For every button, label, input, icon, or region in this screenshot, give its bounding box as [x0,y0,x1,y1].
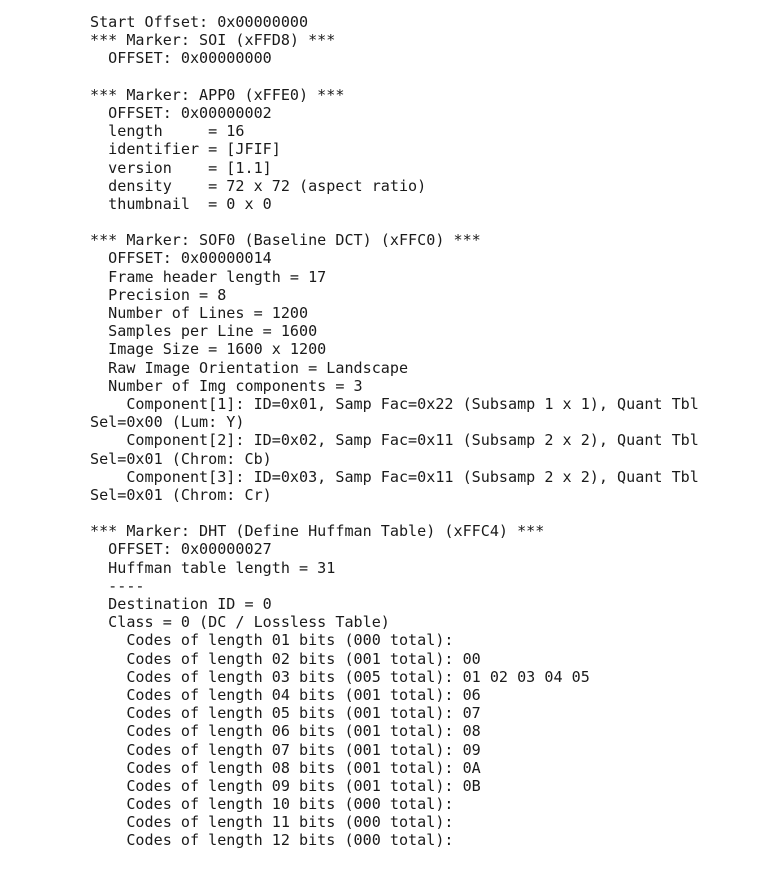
report-line: ---- [90,576,145,595]
report-line: Codes of length 09 bits (001 total): 0B [90,776,481,795]
report-line: *** Marker: APP0 (xFFE0) *** [90,85,345,104]
jpeg-marker-report [90,13,770,850]
report-line [90,213,770,231]
report-line: Start Offset: 0x00000000 [90,13,309,31]
report-line: length = 16 [90,122,245,141]
report-line: Frame header length = 17 [90,267,327,286]
report-line: Codes of length 01 bits (000 total): [90,631,454,650]
report-line: OFFSET: 0x00000014 [90,249,272,268]
report-line: Codes of length 10 bits (000 total): [90,795,454,814]
report-line: Destination ID = 0 [90,595,272,613]
report-line: *** Marker: SOI (xFFD8) *** [90,31,336,50]
report-line [90,68,770,86]
report-line: version = [1.1] [90,158,272,177]
report-line: Class = 0 (DC / Lossless Table) [90,613,390,632]
report-line: Sel=0x01 (Chrom: Cr) [90,485,272,504]
report-line: *** Marker: DHT (Define Huffman Table) (xFFC4) *** [90,522,545,541]
report-line: Codes of length 07 bits (001 total): 09 [90,740,481,759]
report-line: Samples per Line = 1600 [90,322,318,341]
report-line: Component[3]: ID=0x03, Samp Fac=0x11 (Subsamp 2 x 2), Quant Tbl [90,467,699,486]
report-line: Precision = 8 [90,285,227,304]
report-line: Codes of length 11 bits (000 total): [90,813,454,832]
report-line: Codes of length 08 bits (001 total): 0A [90,758,481,777]
report-line: thumbnail = 0 x 0 [90,194,272,213]
report-line: density = 72 x 72 (aspect ratio) [90,176,427,195]
report-line: Codes of length 02 bits (001 total): 00 [90,649,481,668]
report-line: Number of Lines = 1200 [90,304,309,322]
report-line: *** Marker: SOF0 (Baseline DCT) (xFFC0) *** [90,231,481,250]
report-line: Image Size = 1600 x 1200 [90,340,327,359]
report-line: Number of Img components = 3 [90,376,363,395]
report-line: Huffman table length = 31 [90,558,336,577]
report-line: Component[2]: ID=0x02, Samp Fac=0x11 (Subsamp 2 x 2), Quant Tbl [90,431,699,450]
report-line: Codes of length 12 bits (000 total): [90,831,454,850]
report-line: Sel=0x00 (Lum: Y) [90,413,245,432]
report-line: OFFSET: 0x00000000 [90,49,272,68]
report-line: Raw Image Orientation = Landscape [90,358,409,377]
report-line: Codes of length 06 bits (001 total): 08 [90,722,481,741]
report-line: identifier = [JFIF] [90,140,281,159]
report-line: Codes of length 03 bits (005 total): 01 02 03 04 05 [90,667,590,686]
report-line [90,504,770,522]
report-line: Component[1]: ID=0x01, Samp Fac=0x22 (Subsamp 1 x 1), Quant Tbl [90,394,699,413]
report-line: Sel=0x01 (Chrom: Cb) [90,449,272,468]
report-line: Codes of length 04 bits (001 total): 06 [90,685,481,704]
report-line: Codes of length 05 bits (001 total): 07 [90,704,481,723]
report-line: OFFSET: 0x00000002 [90,103,272,122]
report-line: OFFSET: 0x00000027 [90,540,272,559]
